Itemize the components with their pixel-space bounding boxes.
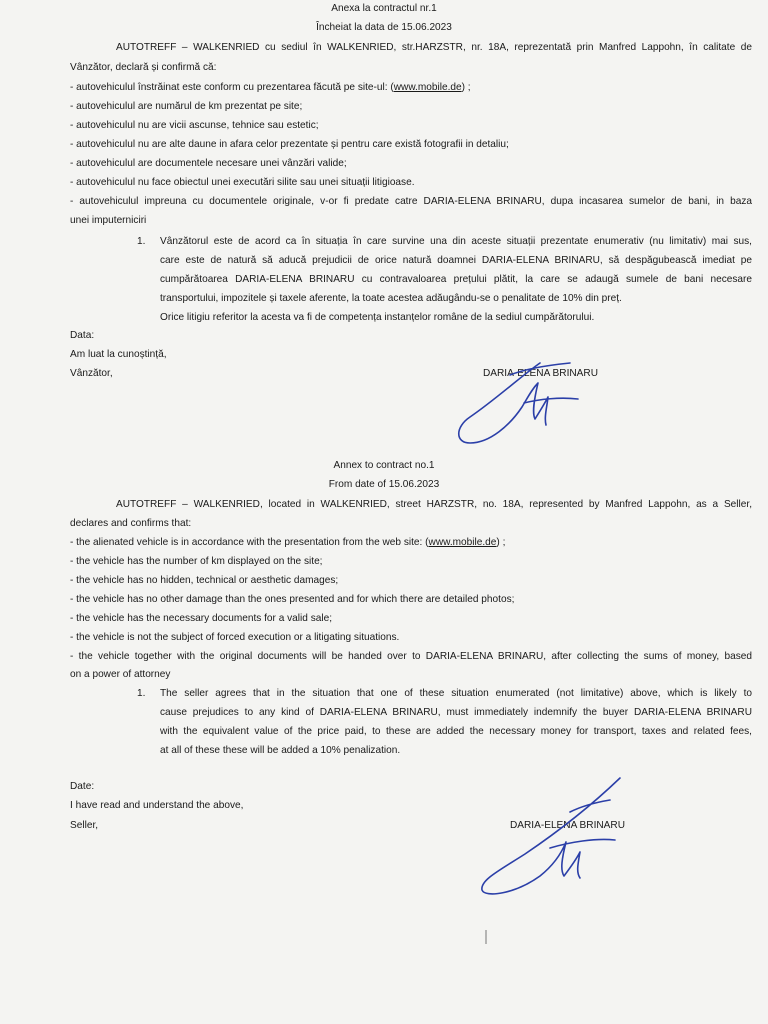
ro-clause-line-1: Vânzătorul este de acord ca în situația în care survine una din aceste situații prezentate enumerativ (nu limitativ) mai sus, [160,236,752,247]
ro-bullet-6: - autovehiculul nu face obiectul unei executări silite sau unei situații litigioase. [70,177,415,188]
en-clause-line-2: cause prejudices to any kind of DARIA-ELENA BRINARU, must immediately indemnify the buyer DARIA-ELENA BRINARU [160,707,752,718]
ro-buyer-name: DARIA-ELENA BRINARU [483,368,598,379]
en-date-line: From date of 15.06.2023 [328,479,440,490]
en-bullet-7-continued: on a power of attorney [70,669,171,680]
website-link[interactable]: www.mobile.de [428,537,497,548]
ro-intro-line-2: Vânzător, declară și confirmă că: [70,62,217,73]
en-intro-line-2: declares and confirms that: [70,518,192,529]
en-bullet-7: - the vehicle together with the original documents will be handed over to DARIA-ELENA BRINARU, after collecting the sums of money, based [70,651,752,662]
en-bullet-5: - the vehicle has the necessary documents for a valid sale; [70,613,333,624]
website-link[interactable]: www.mobile.de [393,82,462,93]
ro-bullet-7: - autovehiculul impreuna cu documentele originale, v-or fi predate catre DARIA-ELENA BRINARU, dupa incasarea sumelor de bani, in baza [70,196,752,207]
ro-signature [450,355,600,455]
ro-bullet-7-continued: unei imputerniciri [70,215,147,226]
en-bullet-2: - the vehicle has the number of km displayed on the site; [70,556,323,567]
ro-bullet-2: - autovehiculul are numărul de km prezentat pe site; [70,101,303,112]
en-acknowledgement: I have read and understand the above, [70,800,244,811]
en-title: Annex to contract no.1 [333,460,435,471]
ro-acknowledgement: Am luat la cunoștință, [70,349,167,360]
ro-bullet-4: - autovehiculul nu are alte daune in afara celor prezentate și pentru care există fotografii in detaliu; [70,139,509,150]
ro-date-line: Încheiat la data de 15.06.2023 [316,22,452,33]
ro-date-label: Data: [70,330,95,341]
ro-title: Anexa la contractul nr.1 [331,3,437,14]
en-bullet-6: - the vehicle is not the subject of forced execution or a litigating situations. [70,632,400,643]
en-buyer-name: DARIA-ELENA BRINARU [510,820,625,831]
ro-bullet-5: - autovehiculul are documentele necesare unei vânzări valide; [70,158,347,169]
ro-bullet-3: - autovehiculul nu are vicii ascunse, tehnice sau estetic; [70,120,319,131]
ro-seller-label: Vânzător, [70,368,113,379]
ro-clause-line-2: care este de natură să aducă prejudicii de orice natură doamnei DARIA-ELENA BRINARU, să despăgubească imediat pe [160,255,752,266]
en-clause-line-4: at all of these these will be added a 10% penalization. [160,745,401,756]
en-clause-number: 1. [137,688,146,699]
ro-clause-line-5: Orice litigiu referitor la acesta va fi de competența instanțelor române de la sediul cumpărătorului. [160,312,595,323]
en-signature [470,772,630,900]
en-bullet-4: - the vehicle has no other damage than the ones presented and for which there are detailed photos; [70,594,515,605]
en-bullet-1: - the alienated vehicle is in accordance with the presentation from the web site: (www.mobile.de) ; [70,537,506,548]
en-bullet-3: - the vehicle has no hidden, technical or aesthetic damages; [70,575,339,586]
ro-clause-line-3: cumpărătoarea DARIA-ELENA BRINARU cu contravaloarea prețului plătit, la care se adaugă sumele de bani necesare [160,274,752,285]
en-date-label: Date: [70,781,95,792]
scan-mark [485,930,487,944]
ro-bullet-1: - autovehiculul înstrăinat este conform cu prezentarea făcută pe site-ul: (www.mobile.de) ; [70,82,471,93]
ro-intro-line-1: AUTOTREFF – WALKENRIED cu sediul în WALKENRIED, str.HARZSTR, nr. 18A, reprezentată prin Manfred Lappohn, în calitate de [116,42,752,53]
en-clause-line-3: with the equivalent value of the price paid, to these are added the necessary money for transport, taxes and related fees, [160,726,752,737]
en-seller-label: Seller, [70,820,99,831]
en-clause-line-1: The seller agrees that in the situation that one of these situation enumerated (not limitative) above, which is likely to [160,688,752,699]
en-intro-line-1: AUTOTREFF – WALKENRIED, located in WALKENRIED, street HARZSTR, no. 18A, represented by Manfred Lappohn, as a Seller, [116,499,752,510]
ro-clause-line-4: transportului, impozitele și taxele aferente, la toate acestea adăugându-se o penalitate de 10% din preț. [160,293,622,304]
ro-clause-number: 1. [137,236,146,247]
